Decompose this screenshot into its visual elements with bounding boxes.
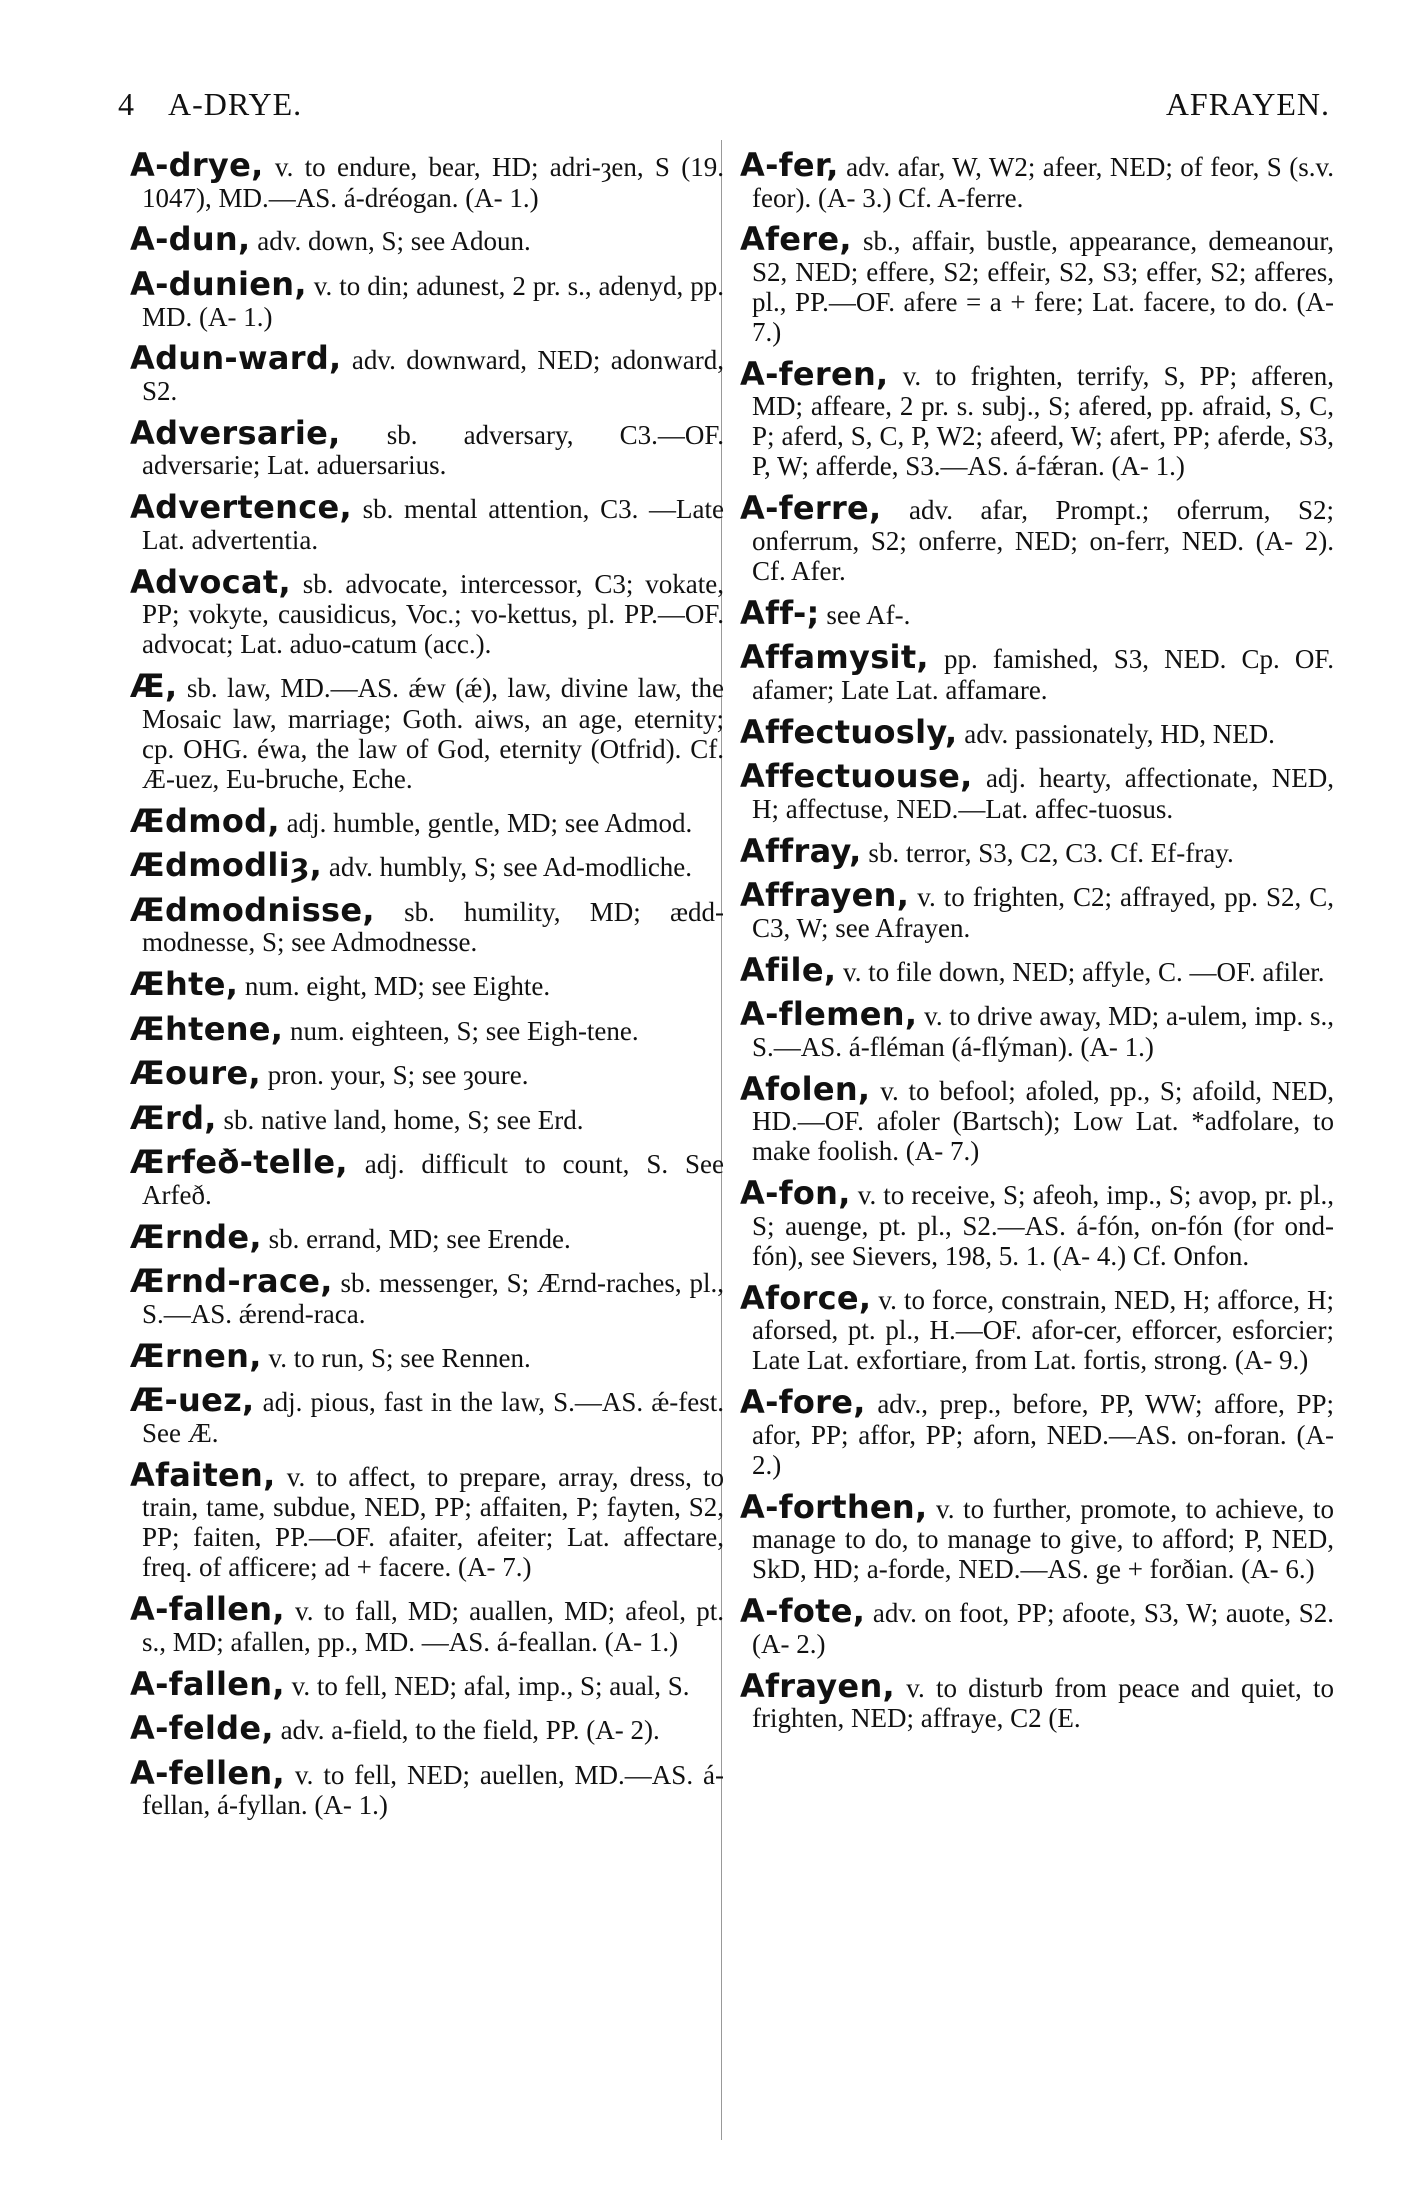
dictionary-entry [130, 1383, 724, 1448]
dictionary-entry [130, 1098, 724, 1137]
entry-definition: adv. passionately, HD, NED. [957, 718, 1275, 749]
dictionary-entry [740, 1069, 1334, 1167]
entry-headword: Ærfeð-telle, [130, 1143, 348, 1182]
entry-headword: A-dunien, [130, 265, 307, 303]
entry-definition: adj. difficult to count, S. See Arfeð. [142, 1149, 724, 1210]
entry-definition: adv. a-field, to the field, PP. (A- 2). [273, 1715, 660, 1746]
entry-definition: sb. errand, MD; see Erende. [261, 1223, 571, 1254]
entry-definition: v. to force, constrain, NED, H; afforce, H; aforsed, pt. pl., H.—OF. afor-cer, efforcer, esforcier; Late Lat. exfortiare, from Lat. fortis, strong. (A- 9.) [752, 1284, 1334, 1376]
entry-definition: sb. messenger, S; Ærnd-raches, pl., S.—AS. ǽrend-raca. [142, 1268, 724, 1329]
dictionary-entry [740, 831, 1334, 870]
header-left-word: A-DRYE. [168, 86, 303, 122]
entry-definition: adv. humbly, S; see Ad-modliche. [322, 852, 693, 883]
dictionary-entry [740, 712, 1334, 751]
dictionary-entry [130, 1145, 724, 1210]
dictionary-entry [130, 413, 724, 481]
entry-definition: adv., prep., before, PP, WW; affore, PP; afor, PP; affor, PP; aforn, NED.—AS. on-foran. (A- 2.) [752, 1389, 1334, 1480]
page-number: 4 [118, 86, 135, 122]
entry-headword: A-forthen, [740, 1487, 928, 1526]
dictionary-entry [740, 1487, 1334, 1585]
entry-definition: adv. down, S; see Adoun. [250, 226, 531, 257]
entry-definition: sb. law, MD.—AS. ǽw (ǽ), law, divine law, the Mosaic law, marriage; Goth. aiws, an age, eternity; cp. OHG. éwa, the law of God, eternity (Otfrid). Cf. Æ-uez, Eu-bruche, Eche. [142, 673, 724, 794]
dictionary-entry [740, 1385, 1334, 1480]
entry-definition: v. to fell, NED; auellen, MD.—AS. á-fellan, á-fyllan. (A- 1.) [142, 1759, 724, 1821]
entry-definition: pron. your, S; see ȝoure. [260, 1060, 529, 1091]
entry-headword: Æ, [130, 667, 178, 706]
dictionary-entry [130, 669, 724, 794]
entry-definition: adv. afar, Prompt.; oferrum, S2; onferrum, S2; onferre, NED; on-ferr, NED. (A- 2). Cf. Afer. [752, 495, 1334, 586]
dictionary-entry [740, 997, 1334, 1062]
entry-headword: A-drye, [130, 146, 264, 184]
left-column [130, 148, 724, 1830]
entry-headword: A-dun, [130, 220, 251, 259]
entry-definition: v. to further, promote, to achieve, to manage to do, to manage to give, to afford; P, NED, SkD, HD; a-forde, NED.—AS. ge + forðian. (A- 6.) [752, 1493, 1334, 1585]
entry-headword: A-fer, [740, 146, 839, 184]
running-header [118, 86, 1330, 126]
entry-headword: Afaiten, [130, 1455, 276, 1494]
entry-headword: Æhte, [130, 965, 239, 1004]
entry-headword: Affray, [740, 831, 862, 870]
entry-definition: sb. adversary, C3.—OF. adversarie; Lat. aduersarius. [142, 419, 724, 481]
entry-definition: num. eight, MD; see Eighte. [238, 971, 551, 1002]
entry-headword: Afere, [740, 220, 852, 259]
dictionary-entry [130, 490, 724, 555]
entry-headword: Ærnd-race, [130, 1262, 333, 1301]
entry-headword: Aforce, [740, 1278, 872, 1317]
dictionary-entry [130, 1592, 724, 1657]
entry-headword: Affrayen, [740, 876, 910, 915]
entry-definition: sb. native land, home, S; see Erd. [216, 1104, 584, 1135]
entry-headword: A-ferre, [740, 489, 882, 528]
entry-headword: Ædmodnisse, [130, 890, 375, 929]
entry-definition: v. to frighten, C2; affrayed, pp. S2, C, C3, W; see Afrayen. [752, 882, 1334, 943]
entry-headword: Affamysit, [740, 638, 929, 677]
dictionary-entry [130, 1664, 724, 1703]
dictionary-entry [130, 222, 724, 258]
entry-definition: adv. downward, NED; adonward, S2. [142, 345, 724, 406]
entry-definition: v. to befool; afoled, pp., S; afoild, NED, HD.—OF. afoler (Bartsch); Low Lat. *adfolare, to make foolish. (A- 7.) [752, 1075, 1334, 1167]
entry-headword: Affectuosly, [740, 712, 958, 751]
entry-headword: Æ-uez, [130, 1381, 255, 1420]
dictionary-entry [740, 222, 1334, 347]
entry-definition: adj. humble, gentle, MD; see Admod. [279, 807, 693, 838]
entry-definition: v. to file down, NED; affyle, C. —OF. afiler. [836, 956, 1325, 987]
entry-definition: v. to run, S; see Rennen. [261, 1342, 531, 1373]
dictionary-entry [130, 562, 724, 660]
entry-headword: A-fore, [740, 1383, 866, 1422]
entry-headword: A-flemen, [740, 995, 918, 1034]
entry-headword: A-fon, [740, 1174, 851, 1213]
dictionary-entry [740, 148, 1334, 213]
dictionary-entry [740, 593, 1334, 632]
dictionary-entry [740, 491, 1334, 586]
entry-headword: Affectuouse, [740, 757, 973, 796]
dictionary-entry [130, 1753, 724, 1821]
entry-definition: adv. afar, W, W2; afeer, NED; of feor, S (s.v. feor). (A- 3.) Cf. A-ferre. [752, 152, 1334, 213]
dictionary-entry [130, 967, 724, 1003]
dictionary-entry [130, 267, 724, 332]
dictionary-entry [740, 1594, 1334, 1659]
entry-headword: Afile, [740, 950, 837, 989]
entry-definition: v. to frighten, terrify, S, PP; afferen, MD; affeare, 2 pr. s. subj., S; afered, pp. afraid, S, C, P; aferd, S, C, P, W2; afeerd, W; afert, PP; aferde, S3, P, W; afferde, S3.—AS. á-fǽran. (A- 1.) [752, 360, 1334, 482]
entry-headword: A-fallen, [130, 1590, 285, 1629]
entry-definition: v. to receive, S; afeoh, imp., S; avop, pr. pl., S; auenge, pt. pl., S2.—AS. á-fón, on-fón (for ond-fón), see Sievers, 198, 5. 1. (A- 4.) Cf. Onfon. [752, 1180, 1334, 1271]
entry-headword: A-felde, [130, 1709, 274, 1748]
dictionary-entry [130, 1217, 724, 1256]
entry-headword: A-fote, [740, 1592, 866, 1631]
dictionary-entry [130, 1711, 724, 1747]
entry-headword: Ærnen, [130, 1336, 262, 1375]
entry-definition: adj. pious, fast in the law, S.—AS. ǽ-fest. See Æ. [142, 1387, 724, 1448]
dictionary-entry [130, 148, 724, 213]
header-right-word: AFRAYEN. [1165, 86, 1330, 122]
entry-definition: sb., affair, bustle, appearance, demeanour, S2, NED; effere, S2; effeir, S2, S3; effer, S2; afferes, pl., PP.—OF. afere = a + fere; Lat. facere, to do. (A- 7.) [752, 226, 1334, 347]
dictionary-entry [740, 878, 1334, 943]
dictionary-entry [740, 1278, 1334, 1376]
entry-headword: Advertence, [130, 488, 352, 527]
entry-definition: adv. on foot, PP; afoote, S3, W; auote, S2. (A- 2.) [752, 1598, 1334, 1659]
dictionary-entry [130, 890, 724, 958]
entry-definition: see Af-. [819, 599, 911, 630]
entry-headword: Advocat, [130, 562, 291, 601]
entry-definition: v. to fall, MD; auallen, MD; afeol, pt. s., MD; afallen, pp., MD. —AS. á-feallan. (A- 1.) [142, 1596, 724, 1657]
entry-headword: Afolen, [740, 1069, 871, 1108]
entry-headword: A-feren, [740, 354, 889, 393]
entry-definition: pp. famished, S3, NED. Cp. OF. afamer; Late Lat. affamare. [752, 644, 1334, 705]
entry-headword: Æoure, [130, 1054, 261, 1093]
entry-definition: sb. humility, MD; ædd-modnesse, S; see Admodnesse. [142, 896, 724, 958]
dictionary-entry [130, 1009, 724, 1048]
entry-definition: v. to disturb from peace and quiet, to frighten, NED; affraye, C2 (E. [752, 1672, 1334, 1734]
entry-definition: adj. hearty, affectionate, NED, H; affectuse, NED.—Lat. affec-tuosus. [752, 763, 1334, 824]
dictionary-entry [740, 354, 1334, 482]
entry-definition: sb. mental attention, C3. —Late Lat. advertentia. [142, 494, 724, 555]
entry-definition: sb. terror, S3, C2, C3. Cf. Ef-fray. [861, 837, 1234, 868]
dictionary-entry [130, 1336, 724, 1375]
entry-headword: A-fallen, [130, 1664, 285, 1703]
entry-definition: sb. advocate, intercessor, C3; vokate, PP; vokyte, causidicus, Voc.; vo-kettus, pl. PP.—OF. advocat; Lat. aduo-catum (acc.). [142, 568, 724, 660]
entry-headword: Ærd, [130, 1098, 217, 1137]
dictionary-entry [130, 1264, 724, 1329]
dictionary-entry [740, 950, 1334, 989]
dictionary-entry [740, 1666, 1334, 1734]
entry-headword: Adun-ward, [130, 339, 342, 378]
entry-headword: Æhtene, [130, 1009, 284, 1048]
entry-definition: num. eighteen, S; see Eigh-tene. [283, 1015, 639, 1046]
entry-definition: v. to fell, NED; afal, imp., S; aual, S. [284, 1670, 690, 1701]
dictionary-entry [740, 1176, 1334, 1271]
dictionary-entry [130, 341, 724, 406]
right-column [740, 148, 1334, 1743]
entry-headword: Aff-; [740, 593, 820, 632]
dictionary-entry [740, 640, 1334, 705]
dictionary-entry [130, 801, 724, 840]
entry-definition: v. to din; adunest, 2 pr. s., adenyd, pp. MD. (A- 1.) [142, 271, 724, 332]
entry-headword: A-fellen, [130, 1753, 285, 1792]
entry-definition: v. to affect, to prepare, array, dress, to train, tame, subdue, NED, PP; affaiten, P; fayten, S2, PP; faiten, PP.—OF. afaiter, afeiter; Lat. affectare, freq. of afficere; ad + facere. (A- 7.) [142, 1461, 724, 1583]
dictionary-entry [740, 759, 1334, 824]
entry-definition: v. to drive away, MD; a-ulem, imp. s., S.—AS. á-fléman (á-flýman). (A- 1.) [752, 1001, 1334, 1062]
dictionary-entry [130, 1455, 724, 1583]
entry-definition: v. to endure, bear, HD; adri-ȝen, S (19. 1047), MD.—AS. á-dréogan. (A- 1.) [142, 152, 724, 213]
entry-headword: Adversarie, [130, 413, 341, 452]
entry-headword: Ædmod, [130, 801, 280, 840]
dictionary-entry [130, 848, 724, 884]
dictionary-entry [130, 1056, 724, 1092]
entry-headword: Ærnde, [130, 1217, 262, 1256]
entry-headword: Afrayen, [740, 1666, 895, 1705]
entry-headword: Ædmodliȝ, [130, 846, 323, 885]
